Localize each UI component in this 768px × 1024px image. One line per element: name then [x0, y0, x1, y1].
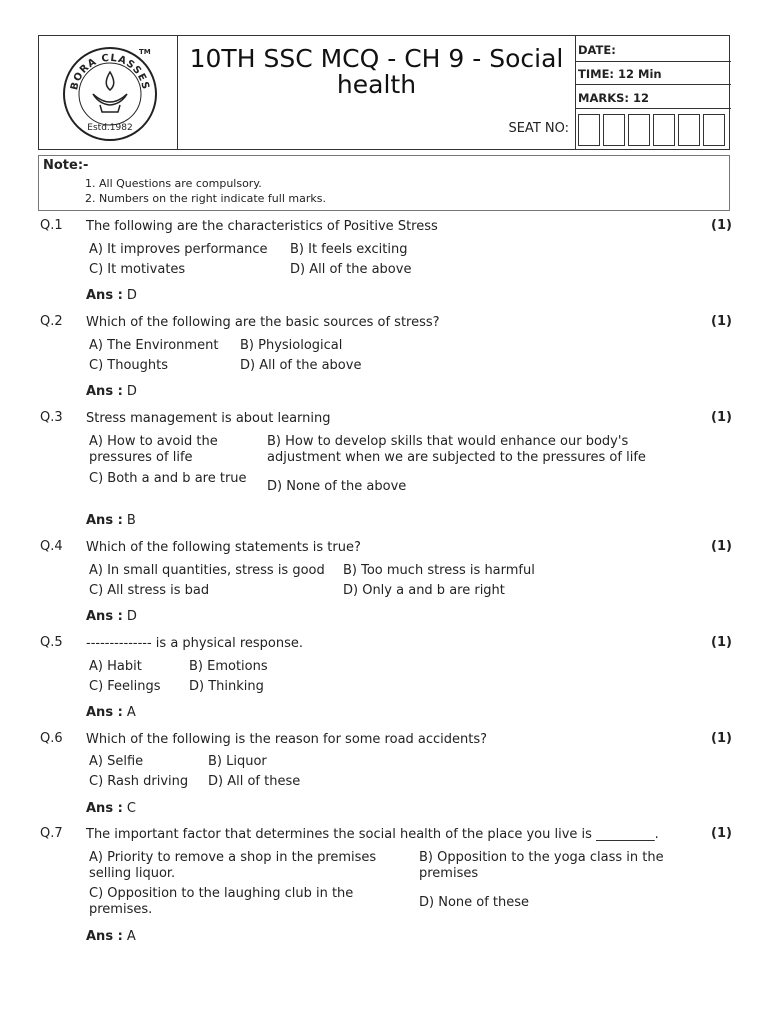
- option-c: C) Opposition to the laughing club in the premises.: [89, 886, 354, 917]
- date-label: DATE:: [578, 43, 616, 57]
- question-text: The important factor that determines the social health of the place you live is _________.: [86, 827, 659, 842]
- option-c: C) Feelings: [89, 679, 161, 694]
- option-a: A) Habit: [89, 659, 142, 674]
- logo-cell: [39, 36, 178, 149]
- info-cell: [575, 36, 730, 149]
- seat-box[interactable]: [628, 114, 650, 146]
- option-d: D) None of the above: [267, 479, 407, 494]
- option-b: B) Too much stress is harmful: [343, 563, 535, 578]
- question-number: Q.7: [40, 826, 63, 841]
- answer: [86, 705, 136, 720]
- question-number: Q.6: [40, 731, 63, 746]
- seat-number-label: SEAT NO:: [508, 121, 569, 136]
- answer-label: Ans :: [86, 384, 123, 399]
- answer-value: A: [126, 929, 136, 944]
- logo-tm: TM: [139, 48, 151, 56]
- answer-label: Ans :: [86, 288, 123, 303]
- logo-name: BORA CLASSES: [69, 52, 151, 92]
- seat-box[interactable]: [603, 114, 625, 146]
- question-marks: (1): [711, 410, 732, 425]
- question-marks: (1): [711, 826, 732, 841]
- option-d: D) All of these: [208, 774, 301, 789]
- seat-box[interactable]: [653, 114, 675, 146]
- question-text: -------------- is a physical response.: [86, 636, 304, 651]
- question-number: Q.3: [40, 410, 63, 425]
- seat-number-boxes: [578, 114, 728, 146]
- time-label: TIME: 12 Min: [578, 67, 662, 81]
- note-title: Note:-: [43, 158, 89, 173]
- question-marks: (1): [711, 314, 732, 329]
- option-a: A) How to avoid the pressures of life: [89, 434, 218, 465]
- question-text: The following are the characteristics of Positive Stress: [86, 219, 438, 234]
- answer: [86, 801, 136, 816]
- option-a: A) The Environment: [89, 338, 219, 353]
- note-list: [85, 176, 326, 206]
- header-box: [38, 35, 730, 150]
- question-number: Q.4: [40, 539, 63, 554]
- option-c: C) All stress is bad: [89, 583, 210, 598]
- answer-label: Ans :: [86, 513, 123, 528]
- option-c: C) Both a and b are true: [89, 471, 247, 486]
- question-number: Q.2: [40, 314, 63, 329]
- option-d: D) None of these: [419, 895, 530, 910]
- option-b: B) Liquor: [208, 754, 267, 769]
- answer-value: B: [126, 513, 136, 528]
- answer-value: D: [126, 384, 137, 399]
- option-a: A) Priority to remove a shop in the premises selling liquor.: [89, 850, 377, 881]
- logo-established: Estd.1982: [87, 123, 133, 133]
- option-d: D) Only a and b are right: [343, 583, 505, 598]
- note-item: 1. All Questions are compulsory.: [85, 177, 262, 190]
- divider: [576, 84, 731, 85]
- question-text: Which of the following statements is true?: [86, 540, 361, 555]
- answer: [86, 929, 136, 944]
- option-b: B) It feels exciting: [290, 242, 408, 257]
- answer-value: D: [126, 288, 137, 303]
- option-c: C) Rash driving: [89, 774, 189, 789]
- option-b: B) Opposition to the yoga class in the premises: [419, 850, 664, 881]
- note-box: [38, 155, 730, 211]
- option-d: D) Thinking: [189, 679, 264, 694]
- answer-label: Ans :: [86, 929, 123, 944]
- answer-value: C: [126, 801, 136, 816]
- option-d: D) All of the above: [290, 262, 412, 277]
- question-marks: (1): [711, 218, 732, 233]
- seat-box[interactable]: [678, 114, 700, 146]
- answer: [86, 609, 137, 624]
- question-marks: (1): [711, 635, 732, 650]
- question-marks: (1): [711, 539, 732, 554]
- answer-value: A: [126, 705, 136, 720]
- answer: [86, 513, 136, 528]
- marks-label: MARKS: 12: [578, 91, 649, 105]
- question-text: Which of the following is the reason for some road accidents?: [86, 732, 488, 747]
- option-c: C) Thoughts: [89, 358, 169, 373]
- option-a: A) Selfie: [89, 754, 144, 769]
- option-b: B) Physiological: [240, 338, 343, 353]
- option-a: A) It improves performance: [89, 242, 268, 257]
- question-number: Q.5: [40, 635, 63, 650]
- answer: [86, 288, 137, 303]
- option-b: B) How to develop skills that would enhance our body's adjustment when we are subjected to the pressures of life: [267, 434, 646, 465]
- bora-classes-logo: [55, 42, 165, 146]
- question-text: Which of the following are the basic sources of stress?: [86, 315, 440, 330]
- option-b: B) Emotions: [189, 659, 268, 674]
- answer-label: Ans :: [86, 801, 123, 816]
- option-d: D) All of the above: [240, 358, 362, 373]
- answer: [86, 384, 137, 399]
- page-title: 10TH SSC MCQ - CH 9 - Social health: [189, 44, 564, 99]
- option-a: A) In small quantities, stress is good: [89, 563, 325, 578]
- question-text: Stress management is about learning: [86, 411, 331, 426]
- answer-label: Ans :: [86, 609, 123, 624]
- divider: [576, 108, 731, 109]
- question-marks: (1): [711, 731, 732, 746]
- divider: [576, 61, 731, 62]
- note-item: 2. Numbers on the right indicate full marks.: [85, 192, 326, 205]
- question-number: Q.1: [40, 218, 63, 233]
- seat-box[interactable]: [578, 114, 600, 146]
- answer-value: D: [126, 609, 137, 624]
- option-c: C) It motivates: [89, 262, 186, 277]
- answer-label: Ans :: [86, 705, 123, 720]
- title-cell: [178, 36, 575, 149]
- seat-box[interactable]: [703, 114, 725, 146]
